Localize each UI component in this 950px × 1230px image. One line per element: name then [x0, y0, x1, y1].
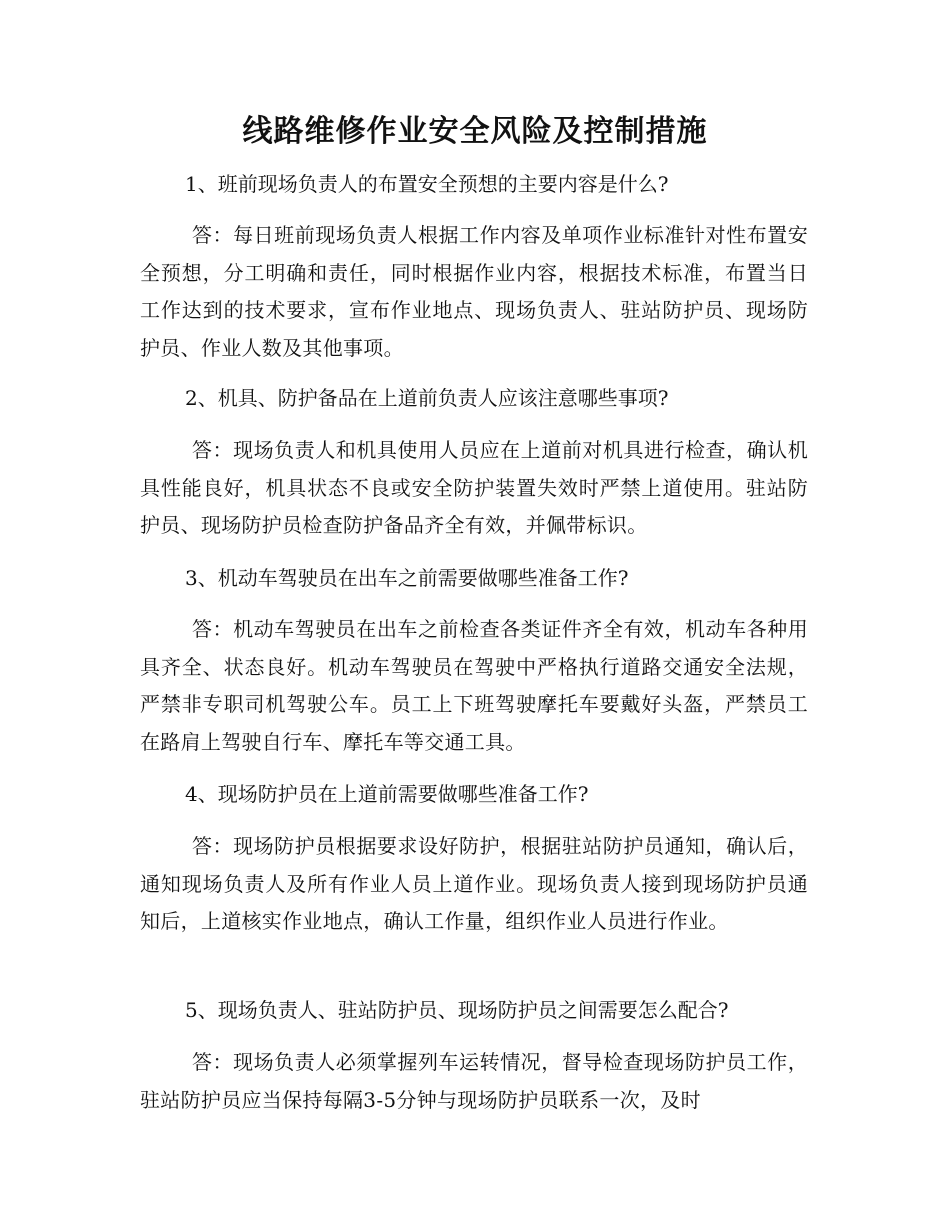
answer-4: 答：现场防护员根据要求设好防护，根据驻站防护员通知，确认后，通知现场负责人及所有作业人员上道作业。现场负责人接到现场防护员通知后，上道核实作业地点，确认工作量，组织作业人员进行作业。 [140, 834, 808, 933]
question-1: 1、班前现场负责人的布置安全预想的主要内容是什么? [185, 172, 669, 196]
document-title: 线路维修作业安全风险及控制措施 [242, 114, 708, 149]
question-2: 2、机具、防护备品在上道前负责人应该注意哪些事项? [185, 386, 669, 410]
question-3: 3、机动车驾驶员在出车之前需要做哪些准备工作? [185, 566, 629, 590]
answer-1: 答：每日班前现场负责人根据工作内容及单项作业标准针对性布置安全预想，分工明确和责任，同时根据作业内容，根据技术标准，布置当日工作达到的技术要求，宣布作业地点、现场负责人、驻站防护员、现场防护员、作业人数及其他事项。 [140, 223, 808, 360]
answer-2: 答：现场负责人和机具使用人员应在上道前对机具进行检查，确认机具性能良好，机具状态不良或安全防护装置失效时严禁上道使用。驻站防护员、现场防护员检查防护备品齐全有效，并佩带标识。 [140, 438, 808, 537]
answer-5: 答：现场负责人必须掌握列车运转情况，督导检查现场防护员工作，驻站防护员应当保持每隔3-5分钟与现场防护员联系一次，及时 [140, 1050, 808, 1112]
question-4: 4、现场防护员在上道前需要做哪些准备工作? [185, 782, 589, 806]
answer-3: 答：机动车驾驶员在出车之前检查各类证件齐全有效，机动车各种用具齐全、状态良好。机动车驾驶员在驾驶中严格执行道路交通安全法规，严禁非专职司机驾驶公车。员工上下班驾驶摩托车要戴好头盔，严禁员工在路肩上驾驶自行车、摩托车等交通工具。 [140, 617, 808, 754]
question-5: 5、现场负责人、驻站防护员、现场防护员之间需要怎么配合? [185, 998, 729, 1022]
